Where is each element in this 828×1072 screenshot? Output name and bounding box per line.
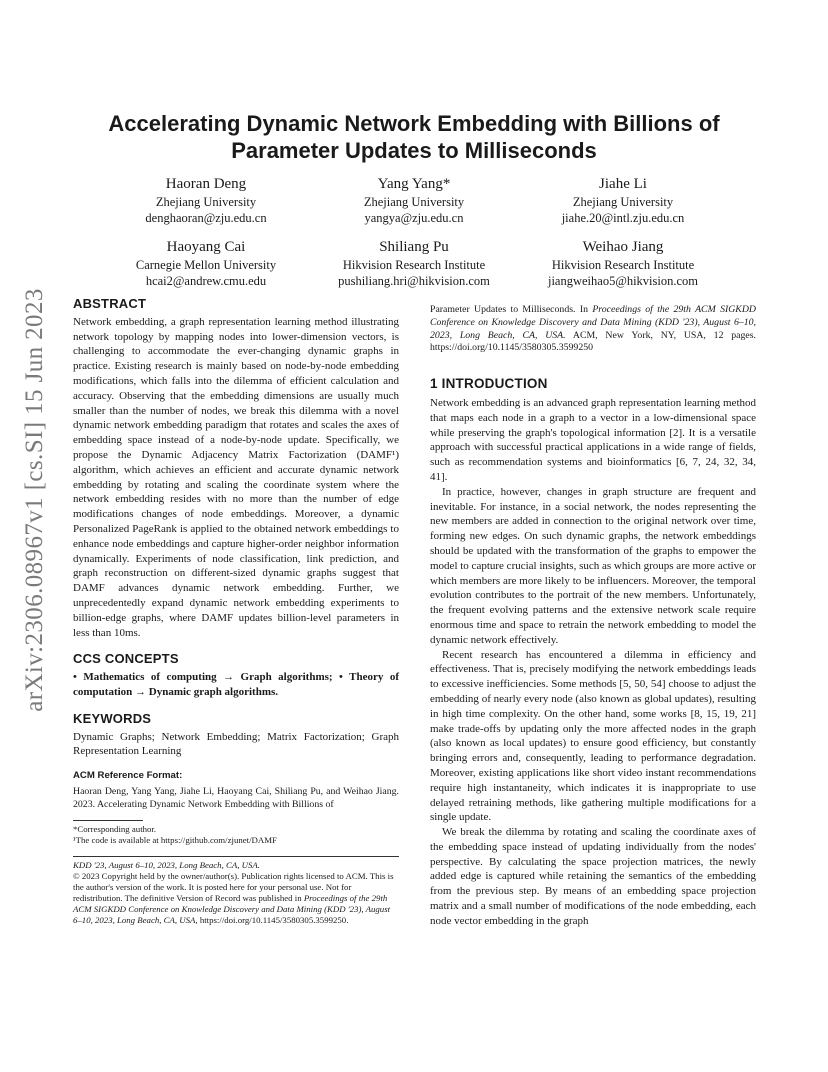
author-email: hcai2@andrew.cmu.edu xyxy=(145,274,267,288)
abstract-heading: ABSTRACT xyxy=(73,296,147,311)
author-affiliation: Zhejiang University xyxy=(155,195,257,209)
author-block xyxy=(508,174,738,226)
keywords-heading: KEYWORDS xyxy=(73,710,152,726)
acm-ref-text: Haoran Deng, Yang Yang, Jiahe Li, Haoyang Cai, Shiliang Pu, and Weihao Jiang. 2023. Accelerating Dynamic Network Embedding with Billions of xyxy=(73,785,399,810)
footnote-rule xyxy=(73,820,143,821)
author-affiliation: Zhejiang University xyxy=(363,195,465,209)
author-name: Shiliang Pu xyxy=(379,239,449,255)
copyright-italic: Proceedings of the 29th ACM SIGKDD Conference on Knowledge Discovery and Data Mining (KDD '23), August 6–10, 2023, Long Beach, CA, USA, xyxy=(73,892,391,925)
copyright-line3: https://doi.org/10.1145/3580305.3599250. xyxy=(197,914,349,925)
author-name: Weihao Jiang xyxy=(582,239,664,255)
author-block xyxy=(299,237,529,289)
intro-heading: 1 INTRODUCTION xyxy=(430,376,548,392)
author-name: Yang Yang* xyxy=(377,176,451,192)
author-email: pushiliang.hri@hikvision.com xyxy=(338,274,490,288)
intro-paragraph: Recent research has encountered a dilemma in efficiency and effectiveness. That is, precisely modifying the network embeddings leads to excessive inefficiencies. Some methods [5, 50, 54] choose to adjust the embedding of nearly every node (also known as global updates), resulting in high time complexity. On the other hand, some works [8, 15, 19, 21] make trade-offs by updating only the more affected nodes in the graph (also known as local updates) to ensure good efficiency, but constantly bringing errors and, consequently, leading to performance degradation. Moreover, existing applications like short video instant recommendations require high instantaneity, which indicates it is inappropriate to use delayed retraining methods, like gathering multiple modifications for a single update. xyxy=(430,648,756,824)
intro-paragraph: Network embedding is an advanced graph representation learning method that maps each node in a graph to a vector in a low-dimensional space while preserving the graph's topological information [2]. It is a versatile approach with successful practical applications in a wide range of fields, such as recommendation systems and bioinformatics [6, 7, 24, 32, 34, 41]. xyxy=(430,396,756,483)
copyright-line2: This is the author's version of the work. It is posted here for your personal use. Not for redistribution. The definitive Version of Record was published in xyxy=(73,870,394,903)
keywords-text: Dynamic Graphs; Network Embedding; Matrix Factorization; Graph Representation Learning xyxy=(73,730,399,758)
author-email: yangya@zju.edu.cn xyxy=(364,211,464,225)
author-name: Jiahe Li xyxy=(599,176,647,192)
copyright-venue: KDD '23, August 6–10, 2023, Long Beach, CA, USA. xyxy=(73,859,260,870)
ccs-text: • Mathematics of computing → Graph algorithms; • Theory of computation → Dynamic graph algorithms. xyxy=(73,671,399,698)
author-affiliation: Hikvision Research Institute xyxy=(342,258,486,272)
acm-ref-cont-2: ACM, New York, NY, USA, 12 pages. https://doi.org/10.1145/3580305.3599250 xyxy=(430,329,756,354)
copyright-rule xyxy=(73,856,399,857)
author-email: jiahe.20@intl.zju.edu.cn xyxy=(561,211,685,225)
acm-ref-cont-1: Parameter Updates to Milliseconds. In xyxy=(430,304,593,315)
intro-paragraph: In practice, however, changes in graph structure are frequent and inevitable. For instance, in a social network, the nodes representing the new members are added in connection to the original network over time, forming new edges. On such dynamic graphs, the network embeddings should be updated with the transformation of the graphs to empower the model to capture crucial insights, such as which groups are more active or which members are more likely to be influencers. Moreover, the temporal evolution contributes to the portrait of the new members. Unfortunately, the frequent evolving patterns and the extensive network scale require enormous time and space to retrain the network embedding to model the dynamic network effectively. xyxy=(430,485,756,646)
abstract-text: Network embedding, a graph representation learning method illustrating network topology by mapping nodes into lower-dimension vectors, is challenging to accommodate the ever-changing dynamic graphs in practice. Existing research is mainly based on node-by-node embedding modifications, which falls into the dilemma of efficient calculation and accuracy. Observing that the embedding dimensions are usually much smaller than the number of nodes, we break this dilemma with a novel dynamic network embedding paradigm that rotates and scales the axes of embedding space instead of a node-by-node update. Specifically, we propose the Dynamic Adjacency Matrix Factorization (DAMF¹) algorithm, which achieves an efficient and accurate dynamic network embedding by rotating and scaling the coordinate system where the network embedding resides with no more than the number of edge modifications changes of node embeddings. Moreover, a dynamic Personalized PageRank is applied to the obtained network embeddings to enhance node embeddings and capture higher-order neighbor information dynamically. Experiments of node classification, link prediction, and graph reconstruction on different-sized dynamic graphs suggest that DAMF advances dynamic network embedding. Further, we unprecedentedly expand dynamic network embedding experiments to billion-edge graphs, where DAMF updates billion-level parameters in less than 10ms. xyxy=(73,315,399,639)
author-affiliation: Zhejiang University xyxy=(572,195,674,209)
author-block xyxy=(299,174,529,226)
copyright-notice xyxy=(73,871,399,926)
author-email: denghaoran@zju.edu.cn xyxy=(145,211,267,225)
author-block xyxy=(91,237,321,289)
acm-ref-continuation xyxy=(430,304,756,355)
author-email: jiangweihao5@hikvision.com xyxy=(547,274,699,288)
copyright-line1: © 2023 Copyright held by the owner/author(s). Publication rights licensed to ACM. xyxy=(73,870,368,881)
footnote-code: ¹The code is available at https://github.com/zjunet/DAMF xyxy=(73,834,277,845)
arxiv-identifier xyxy=(10,288,60,712)
ccs-heading: CCS CONCEPTS xyxy=(73,651,179,667)
right-column xyxy=(430,304,756,929)
author-name: Haoyang Cai xyxy=(166,239,246,255)
author-name: Haoran Deng xyxy=(165,176,247,192)
left-column xyxy=(73,297,399,926)
footnote-corresponding: *Corresponding author. xyxy=(73,823,157,834)
author-block xyxy=(508,237,738,289)
intro-paragraph: We break the dilemma by rotating and scaling the coordinate axes of the embedding space instead of updating individually from the nodes' perspective. By calculating the space projection matrices, the newly added edge is captured while retaining the semantics of the embedding from the previous step. By means of an embedding space projection matrix and a small number of modifications of the node embedding, each node vector embedding in the graph xyxy=(430,826,756,927)
paper-title: Accelerating Dynamic Network Embedding with Billions of Parameter Updates to Milliseconds xyxy=(108,111,720,163)
author-affiliation: Carnegie Mellon University xyxy=(135,258,277,272)
arxiv-id-text: arXiv:2306.08967v1 [cs.SI] 15 Jun 2023 xyxy=(21,288,48,712)
acm-ref-heading: ACM Reference Format: xyxy=(73,770,183,782)
author-block xyxy=(91,174,321,226)
author-affiliation: Hikvision Research Institute xyxy=(551,258,695,272)
acm-ref-cont-italic: Proceedings of the 29th ACM SIGKDD Conference on Knowledge Discovery and Data Mining (KDD '23), August 6–10, 2023, Long Beach, CA, USA. xyxy=(430,304,756,341)
